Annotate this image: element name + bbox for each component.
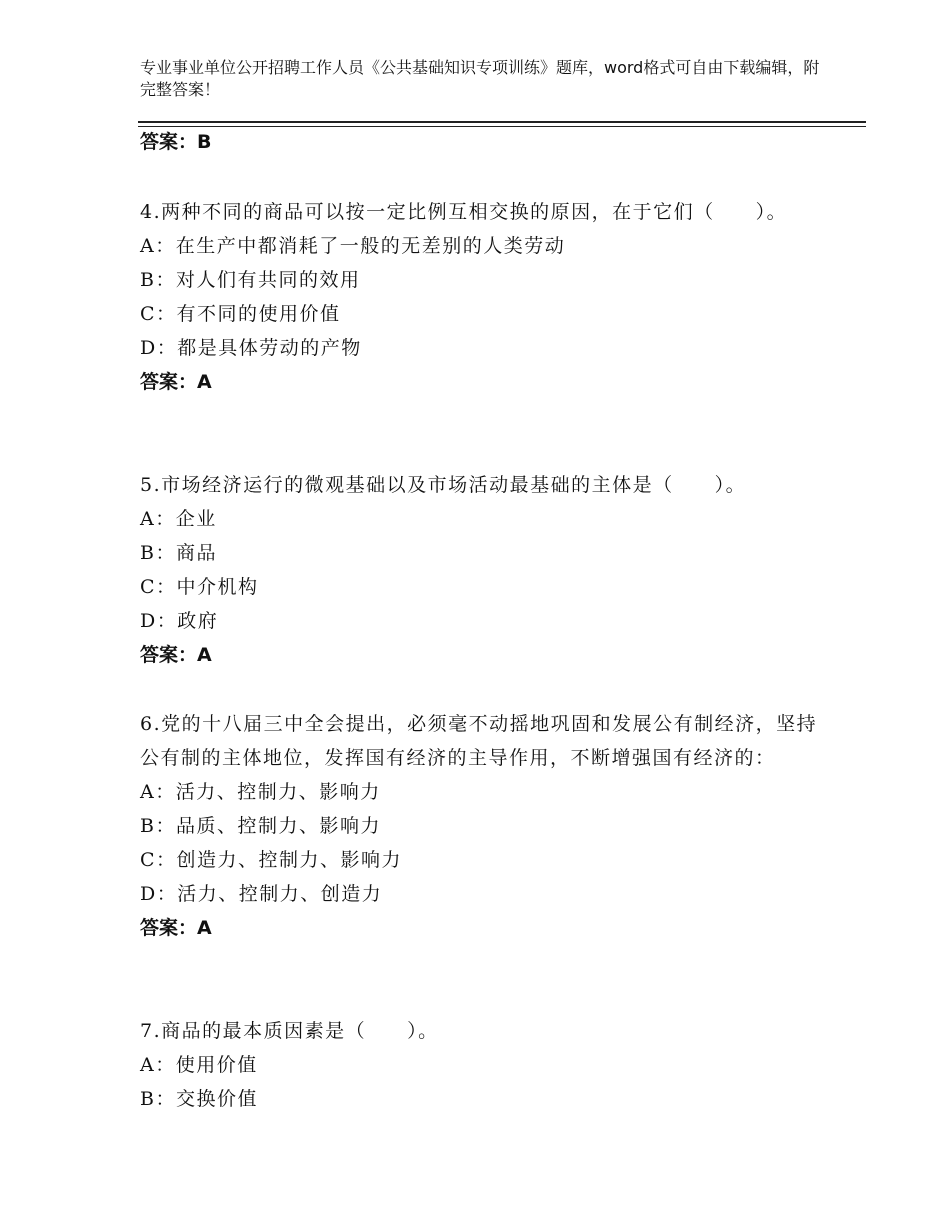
answer-line: 答案：A [140,917,212,939]
question-4 [140,195,820,399]
answer-line: 答案：B [140,131,212,153]
option-b: B：品质、控制力、影响力 [140,815,381,837]
question-stem: 7.商品的最本质因素是（ ）。 [140,1020,439,1042]
previous-answer-block [140,125,820,159]
page-header: 专业事业单位公开招聘工作人员《公共基础知识专项训练》题库，word格式可自由下载编辑，附完整答案！ [140,58,820,99]
question-stem: 5.市场经济运行的微观基础以及市场活动最基础的主体是（ ）。 [140,474,747,496]
question-stem: 4.两种不同的商品可以按一定比例互相交换的原因，在于它们（ ）。 [140,201,788,223]
option-d: D：都是具体劳动的产物 [140,337,362,359]
option-d: D：活力、控制力、创造力 [140,883,383,905]
answer-line: 答案：A [140,371,212,393]
question-7 [140,1014,820,1116]
question-5 [140,468,820,672]
option-a: A：企业 [140,508,217,530]
option-b: B：对人们有共同的效用 [140,269,361,291]
option-a: A：活力、控制力、影响力 [140,781,381,803]
option-a: A：使用价值 [140,1054,258,1076]
answer-line: 答案：A [140,644,212,666]
question-stem: 6.党的十八届三中全会提出，必须毫不动摇地巩固和发展公有制经济，坚持公有制的主体地位，发挥国有经济的主导作用，不断增强国有经济的： [140,713,818,769]
option-c: C：中介机构 [140,576,259,598]
option-d: D：政府 [140,610,219,632]
option-c: C：创造力、控制力、影响力 [140,849,403,871]
option-a: A：在生产中都消耗了一般的无差别的人类劳动 [140,235,566,257]
question-6 [140,707,820,945]
option-c: C：有不同的使用价值 [140,303,341,325]
option-b: B：交换价值 [140,1088,258,1110]
option-b: B：商品 [140,542,217,564]
header-rule-thick [138,121,866,123]
